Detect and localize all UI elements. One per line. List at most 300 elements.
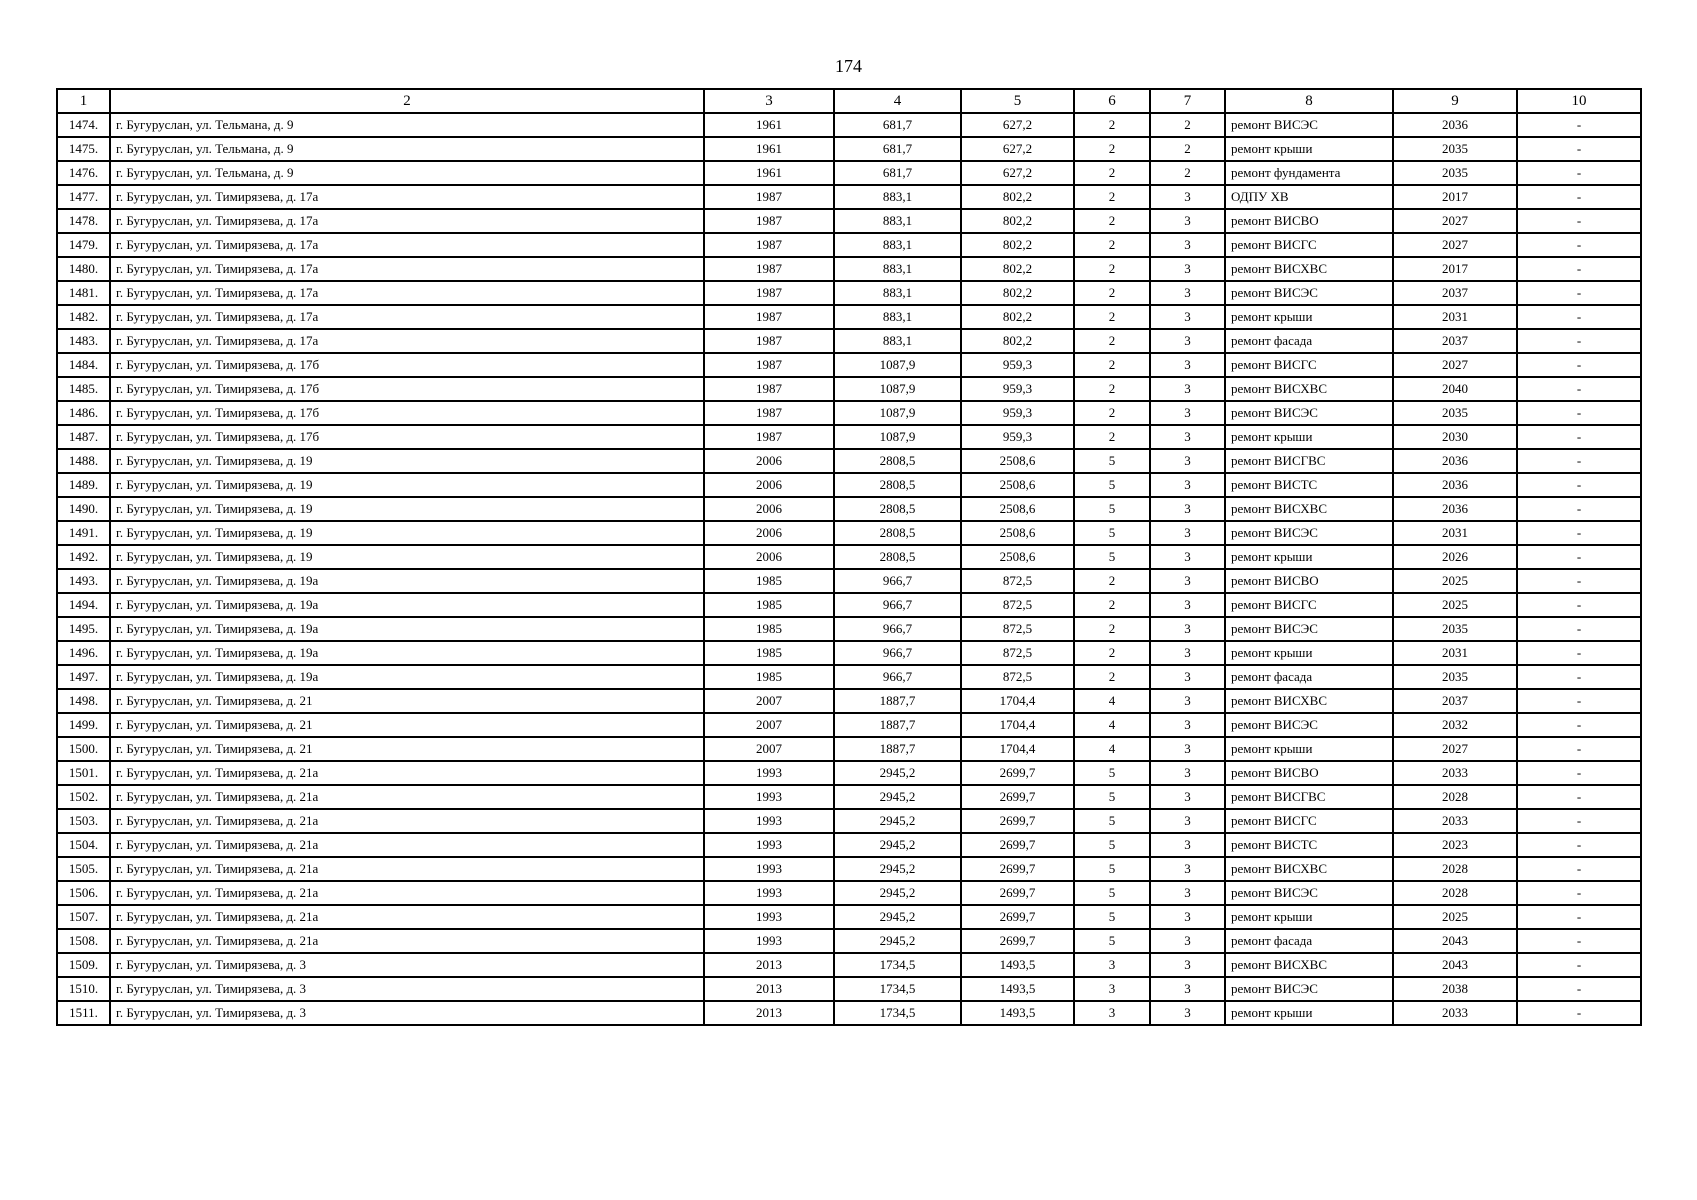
row-number-cell: 1486. (57, 401, 110, 425)
header-row (57, 89, 1641, 113)
planned-year-cell: 2035 (1393, 401, 1517, 425)
living-area-cell: 627,2 (961, 137, 1074, 161)
address-cell: г. Бугуруслан, ул. Тимирязева, д. 3 (110, 1001, 704, 1025)
year-cell: 1993 (704, 857, 834, 881)
year-cell: 1987 (704, 233, 834, 257)
note-cell: - (1517, 377, 1641, 401)
living-area-cell: 2508,6 (961, 449, 1074, 473)
living-area-cell: 802,2 (961, 281, 1074, 305)
total-area-cell: 2808,5 (834, 449, 961, 473)
total-area-cell: 681,7 (834, 137, 961, 161)
living-area-cell: 627,2 (961, 113, 1074, 137)
note-cell: - (1517, 785, 1641, 809)
total-area-cell: 883,1 (834, 329, 961, 353)
entrances-cell: 3 (1150, 377, 1225, 401)
work-type-cell: ремонт ВИСХВС (1225, 257, 1393, 281)
year-cell: 2007 (704, 689, 834, 713)
table-row (57, 881, 1641, 905)
floors-cell: 5 (1074, 785, 1150, 809)
entrances-cell: 3 (1150, 833, 1225, 857)
table-row (57, 353, 1641, 377)
row-number-cell: 1482. (57, 305, 110, 329)
table-row (57, 665, 1641, 689)
work-type-cell: ремонт ВИСХВС (1225, 689, 1393, 713)
planned-year-cell: 2035 (1393, 665, 1517, 689)
work-type-cell: ремонт фасада (1225, 329, 1393, 353)
table-row (57, 593, 1641, 617)
table-row (57, 953, 1641, 977)
planned-year-cell: 2017 (1393, 257, 1517, 281)
row-number-cell: 1502. (57, 785, 110, 809)
living-area-cell: 872,5 (961, 617, 1074, 641)
planned-year-cell: 2028 (1393, 857, 1517, 881)
living-area-cell: 2699,7 (961, 809, 1074, 833)
planned-year-cell: 2035 (1393, 161, 1517, 185)
year-cell: 2013 (704, 977, 834, 1001)
living-area-cell: 959,3 (961, 377, 1074, 401)
table-row (57, 305, 1641, 329)
address-cell: г. Бугуруслан, ул. Тимирязева, д. 17б (110, 377, 704, 401)
table-row (57, 185, 1641, 209)
work-type-cell: ремонт крыши (1225, 905, 1393, 929)
row-number-cell: 1510. (57, 977, 110, 1001)
work-type-cell: ремонт ВИСЭС (1225, 617, 1393, 641)
table-row (57, 977, 1641, 1001)
note-cell: - (1517, 305, 1641, 329)
work-type-cell: ремонт фасада (1225, 665, 1393, 689)
table-row (57, 689, 1641, 713)
year-cell: 1987 (704, 353, 834, 377)
address-cell: г. Бугуруслан, ул. Тимирязева, д. 21а (110, 833, 704, 857)
total-area-cell: 2945,2 (834, 905, 961, 929)
row-number-cell: 1503. (57, 809, 110, 833)
planned-year-cell: 2027 (1393, 737, 1517, 761)
living-area-cell: 959,3 (961, 425, 1074, 449)
floors-cell: 5 (1074, 545, 1150, 569)
address-cell: г. Бугуруслан, ул. Тимирязева, д. 21а (110, 761, 704, 785)
year-cell: 1993 (704, 809, 834, 833)
row-number-cell: 1505. (57, 857, 110, 881)
address-cell: г. Бугуруслан, ул. Тимирязева, д. 3 (110, 977, 704, 1001)
floors-cell: 5 (1074, 905, 1150, 929)
work-type-cell: ремонт ВИСТС (1225, 833, 1393, 857)
work-type-cell: ремонт ВИСГС (1225, 233, 1393, 257)
entrances-cell: 3 (1150, 737, 1225, 761)
floors-cell: 2 (1074, 569, 1150, 593)
floors-cell: 2 (1074, 209, 1150, 233)
address-cell: г. Бугуруслан, ул. Тимирязева, д. 21а (110, 881, 704, 905)
note-cell: - (1517, 137, 1641, 161)
address-cell: г. Бугуруслан, ул. Тимирязева, д. 21 (110, 713, 704, 737)
table-row (57, 233, 1641, 257)
note-cell: - (1517, 713, 1641, 737)
living-area-cell: 872,5 (961, 641, 1074, 665)
floors-cell: 2 (1074, 425, 1150, 449)
work-type-cell: ремонт крыши (1225, 137, 1393, 161)
address-cell: г. Бугуруслан, ул. Тимирязева, д. 17а (110, 185, 704, 209)
table-row (57, 617, 1641, 641)
row-number-cell: 1509. (57, 953, 110, 977)
year-cell: 1961 (704, 161, 834, 185)
living-area-cell: 2508,6 (961, 521, 1074, 545)
work-type-cell: ремонт ВИСЭС (1225, 281, 1393, 305)
work-type-cell: ремонт ВИСЭС (1225, 113, 1393, 137)
row-number-cell: 1499. (57, 713, 110, 737)
note-cell: - (1517, 977, 1641, 1001)
planned-year-cell: 2033 (1393, 761, 1517, 785)
entrances-cell: 3 (1150, 425, 1225, 449)
floors-cell: 3 (1074, 953, 1150, 977)
floors-cell: 4 (1074, 713, 1150, 737)
planned-year-cell: 2025 (1393, 593, 1517, 617)
year-cell: 1987 (704, 401, 834, 425)
total-area-cell: 681,7 (834, 113, 961, 137)
entrances-cell: 3 (1150, 881, 1225, 905)
entrances-cell: 3 (1150, 617, 1225, 641)
total-area-cell: 1087,9 (834, 425, 961, 449)
note-cell: - (1517, 113, 1641, 137)
note-cell: - (1517, 473, 1641, 497)
column-header: 3 (704, 89, 834, 113)
planned-year-cell: 2027 (1393, 353, 1517, 377)
column-header: 6 (1074, 89, 1150, 113)
row-number-cell: 1480. (57, 257, 110, 281)
year-cell: 1985 (704, 593, 834, 617)
work-type-cell: ремонт ВИСВО (1225, 761, 1393, 785)
floors-cell: 5 (1074, 857, 1150, 881)
table-row (57, 761, 1641, 785)
total-area-cell: 1887,7 (834, 737, 961, 761)
row-number-cell: 1497. (57, 665, 110, 689)
row-number-cell: 1487. (57, 425, 110, 449)
table-row (57, 905, 1641, 929)
entrances-cell: 3 (1150, 665, 1225, 689)
work-type-cell: ремонт фундамента (1225, 161, 1393, 185)
address-cell: г. Бугуруслан, ул. Тельмана, д. 9 (110, 137, 704, 161)
note-cell: - (1517, 545, 1641, 569)
address-cell: г. Бугуруслан, ул. Тимирязева, д. 17а (110, 209, 704, 233)
table-row (57, 473, 1641, 497)
note-cell: - (1517, 641, 1641, 665)
note-cell: - (1517, 689, 1641, 713)
year-cell: 2007 (704, 737, 834, 761)
work-type-cell: ремонт ВИСГВС (1225, 449, 1393, 473)
year-cell: 2013 (704, 1001, 834, 1025)
note-cell: - (1517, 521, 1641, 545)
entrances-cell: 3 (1150, 905, 1225, 929)
table-row (57, 281, 1641, 305)
table-row (57, 545, 1641, 569)
total-area-cell: 1887,7 (834, 689, 961, 713)
table-row (57, 641, 1641, 665)
entrances-cell: 3 (1150, 569, 1225, 593)
table-row (57, 833, 1641, 857)
address-cell: г. Бугуруслан, ул. Тельмана, д. 9 (110, 113, 704, 137)
address-cell: г. Бугуруслан, ул. Тимирязева, д. 19 (110, 497, 704, 521)
entrances-cell: 3 (1150, 233, 1225, 257)
planned-year-cell: 2036 (1393, 497, 1517, 521)
planned-year-cell: 2033 (1393, 809, 1517, 833)
column-header: 7 (1150, 89, 1225, 113)
year-cell: 2007 (704, 713, 834, 737)
year-cell: 1987 (704, 257, 834, 281)
entrances-cell: 3 (1150, 1001, 1225, 1025)
work-type-cell: ремонт ВИСГС (1225, 809, 1393, 833)
floors-cell: 5 (1074, 449, 1150, 473)
year-cell: 2006 (704, 521, 834, 545)
address-cell: г. Бугуруслан, ул. Тимирязева, д. 17б (110, 401, 704, 425)
total-area-cell: 681,7 (834, 161, 961, 185)
row-number-cell: 1492. (57, 545, 110, 569)
row-number-cell: 1507. (57, 905, 110, 929)
table-body (57, 113, 1641, 1025)
planned-year-cell: 2036 (1393, 449, 1517, 473)
address-cell: г. Бугуруслан, ул. Тимирязева, д. 17а (110, 329, 704, 353)
planned-year-cell: 2035 (1393, 137, 1517, 161)
living-area-cell: 2699,7 (961, 785, 1074, 809)
floors-cell: 5 (1074, 521, 1150, 545)
living-area-cell: 2699,7 (961, 881, 1074, 905)
year-cell: 1985 (704, 665, 834, 689)
entrances-cell: 3 (1150, 401, 1225, 425)
floors-cell: 2 (1074, 281, 1150, 305)
note-cell: - (1517, 881, 1641, 905)
note-cell: - (1517, 209, 1641, 233)
floors-cell: 2 (1074, 665, 1150, 689)
work-type-cell: ремонт ВИСЭС (1225, 713, 1393, 737)
address-cell: г. Бугуруслан, ул. Тельмана, д. 9 (110, 161, 704, 185)
floors-cell: 2 (1074, 377, 1150, 401)
living-area-cell: 959,3 (961, 401, 1074, 425)
year-cell: 1961 (704, 113, 834, 137)
planned-year-cell: 2031 (1393, 305, 1517, 329)
address-cell: г. Бугуруслан, ул. Тимирязева, д. 3 (110, 953, 704, 977)
table-row (57, 569, 1641, 593)
living-area-cell: 627,2 (961, 161, 1074, 185)
planned-year-cell: 2037 (1393, 281, 1517, 305)
living-area-cell: 2508,6 (961, 497, 1074, 521)
planned-year-cell: 2028 (1393, 881, 1517, 905)
note-cell: - (1517, 257, 1641, 281)
entrances-cell: 3 (1150, 497, 1225, 521)
row-number-cell: 1491. (57, 521, 110, 545)
column-header: 2 (110, 89, 704, 113)
floors-cell: 2 (1074, 113, 1150, 137)
row-number-cell: 1481. (57, 281, 110, 305)
living-area-cell: 802,2 (961, 257, 1074, 281)
note-cell: - (1517, 665, 1641, 689)
row-number-cell: 1489. (57, 473, 110, 497)
work-type-cell: ремонт ВИСВО (1225, 569, 1393, 593)
total-area-cell: 883,1 (834, 185, 961, 209)
row-number-cell: 1474. (57, 113, 110, 137)
work-type-cell: ремонт ВИСХВС (1225, 857, 1393, 881)
entrances-cell: 3 (1150, 593, 1225, 617)
note-cell: - (1517, 593, 1641, 617)
planned-year-cell: 2025 (1393, 905, 1517, 929)
planned-year-cell: 2036 (1393, 473, 1517, 497)
address-cell: г. Бугуруслан, ул. Тимирязева, д. 17а (110, 257, 704, 281)
address-cell: г. Бугуруслан, ул. Тимирязева, д. 21а (110, 785, 704, 809)
column-header: 5 (961, 89, 1074, 113)
row-number-cell: 1496. (57, 641, 110, 665)
total-area-cell: 1734,5 (834, 977, 961, 1001)
note-cell: - (1517, 833, 1641, 857)
total-area-cell: 966,7 (834, 617, 961, 641)
work-type-cell: ремонт ВИСХВС (1225, 953, 1393, 977)
planned-year-cell: 2043 (1393, 929, 1517, 953)
page-number: 174 (835, 56, 862, 76)
total-area-cell: 883,1 (834, 209, 961, 233)
work-type-cell: ремонт ВИСГС (1225, 593, 1393, 617)
year-cell: 1985 (704, 569, 834, 593)
table-row (57, 161, 1641, 185)
floors-cell: 4 (1074, 737, 1150, 761)
table-row (57, 113, 1641, 137)
planned-year-cell: 2040 (1393, 377, 1517, 401)
living-area-cell: 1493,5 (961, 977, 1074, 1001)
total-area-cell: 1734,5 (834, 1001, 961, 1025)
row-number-cell: 1488. (57, 449, 110, 473)
row-number-cell: 1477. (57, 185, 110, 209)
living-area-cell: 1493,5 (961, 1001, 1074, 1025)
year-cell: 1987 (704, 329, 834, 353)
floors-cell: 3 (1074, 977, 1150, 1001)
planned-year-cell: 2025 (1393, 569, 1517, 593)
total-area-cell: 883,1 (834, 257, 961, 281)
entrances-cell: 3 (1150, 929, 1225, 953)
table-row (57, 1001, 1641, 1025)
note-cell: - (1517, 857, 1641, 881)
living-area-cell: 2508,6 (961, 545, 1074, 569)
row-number-cell: 1483. (57, 329, 110, 353)
row-number-cell: 1494. (57, 593, 110, 617)
year-cell: 1961 (704, 137, 834, 161)
row-number-cell: 1501. (57, 761, 110, 785)
table-row (57, 401, 1641, 425)
entrances-cell: 3 (1150, 329, 1225, 353)
total-area-cell: 2945,2 (834, 857, 961, 881)
column-header: 8 (1225, 89, 1393, 113)
address-cell: г. Бугуруслан, ул. Тимирязева, д. 21а (110, 857, 704, 881)
table-row (57, 809, 1641, 833)
table-row (57, 929, 1641, 953)
repair-schedule-table (56, 88, 1642, 1026)
planned-year-cell: 2033 (1393, 1001, 1517, 1025)
entrances-cell: 3 (1150, 353, 1225, 377)
row-number-cell: 1484. (57, 353, 110, 377)
note-cell: - (1517, 161, 1641, 185)
work-type-cell: ремонт ВИСГС (1225, 353, 1393, 377)
total-area-cell: 966,7 (834, 665, 961, 689)
address-cell: г. Бугуруслан, ул. Тимирязева, д. 19а (110, 665, 704, 689)
table-row (57, 521, 1641, 545)
row-number-cell: 1476. (57, 161, 110, 185)
row-number-cell: 1504. (57, 833, 110, 857)
work-type-cell: ремонт ВИСХВС (1225, 497, 1393, 521)
table-row (57, 785, 1641, 809)
year-cell: 1987 (704, 281, 834, 305)
entrances-cell: 3 (1150, 809, 1225, 833)
row-number-cell: 1508. (57, 929, 110, 953)
year-cell: 2006 (704, 449, 834, 473)
row-number-cell: 1495. (57, 617, 110, 641)
floors-cell: 2 (1074, 401, 1150, 425)
address-cell: г. Бугуруслан, ул. Тимирязева, д. 19а (110, 617, 704, 641)
living-area-cell: 2699,7 (961, 761, 1074, 785)
total-area-cell: 2808,5 (834, 473, 961, 497)
row-number-cell: 1485. (57, 377, 110, 401)
note-cell: - (1517, 329, 1641, 353)
note-cell: - (1517, 353, 1641, 377)
work-type-cell: ремонт крыши (1225, 545, 1393, 569)
entrances-cell: 3 (1150, 209, 1225, 233)
address-cell: г. Бугуруслан, ул. Тимирязева, д. 17а (110, 281, 704, 305)
entrances-cell: 3 (1150, 953, 1225, 977)
total-area-cell: 1887,7 (834, 713, 961, 737)
note-cell: - (1517, 497, 1641, 521)
total-area-cell: 883,1 (834, 233, 961, 257)
work-type-cell: ремонт крыши (1225, 305, 1393, 329)
entrances-cell: 3 (1150, 521, 1225, 545)
row-number-cell: 1493. (57, 569, 110, 593)
table-row (57, 329, 1641, 353)
note-cell: - (1517, 953, 1641, 977)
total-area-cell: 2808,5 (834, 497, 961, 521)
living-area-cell: 802,2 (961, 185, 1074, 209)
living-area-cell: 872,5 (961, 665, 1074, 689)
address-cell: г. Бугуруслан, ул. Тимирязева, д. 19а (110, 569, 704, 593)
year-cell: 2006 (704, 545, 834, 569)
total-area-cell: 2808,5 (834, 545, 961, 569)
floors-cell: 5 (1074, 881, 1150, 905)
total-area-cell: 2945,2 (834, 833, 961, 857)
year-cell: 1987 (704, 377, 834, 401)
planned-year-cell: 2031 (1393, 521, 1517, 545)
floors-cell: 5 (1074, 761, 1150, 785)
floors-cell: 2 (1074, 257, 1150, 281)
planned-year-cell: 2032 (1393, 713, 1517, 737)
planned-year-cell: 2038 (1393, 977, 1517, 1001)
row-number-cell: 1511. (57, 1001, 110, 1025)
total-area-cell: 2945,2 (834, 929, 961, 953)
floors-cell: 2 (1074, 353, 1150, 377)
row-number-cell: 1500. (57, 737, 110, 761)
entrances-cell: 3 (1150, 857, 1225, 881)
living-area-cell: 2699,7 (961, 857, 1074, 881)
floors-cell: 2 (1074, 329, 1150, 353)
floors-cell: 2 (1074, 233, 1150, 257)
year-cell: 1993 (704, 881, 834, 905)
planned-year-cell: 2026 (1393, 545, 1517, 569)
planned-year-cell: 2043 (1393, 953, 1517, 977)
address-cell: г. Бугуруслан, ул. Тимирязева, д. 21 (110, 737, 704, 761)
row-number-cell: 1479. (57, 233, 110, 257)
total-area-cell: 883,1 (834, 305, 961, 329)
year-cell: 1993 (704, 929, 834, 953)
row-number-cell: 1475. (57, 137, 110, 161)
note-cell: - (1517, 761, 1641, 785)
address-cell: г. Бугуруслан, ул. Тимирязева, д. 21а (110, 905, 704, 929)
planned-year-cell: 2027 (1393, 233, 1517, 257)
floors-cell: 5 (1074, 473, 1150, 497)
address-cell: г. Бугуруслан, ул. Тимирязева, д. 21а (110, 929, 704, 953)
entrances-cell: 3 (1150, 785, 1225, 809)
year-cell: 2006 (704, 473, 834, 497)
total-area-cell: 966,7 (834, 593, 961, 617)
entrances-cell: 3 (1150, 977, 1225, 1001)
living-area-cell: 1704,4 (961, 713, 1074, 737)
